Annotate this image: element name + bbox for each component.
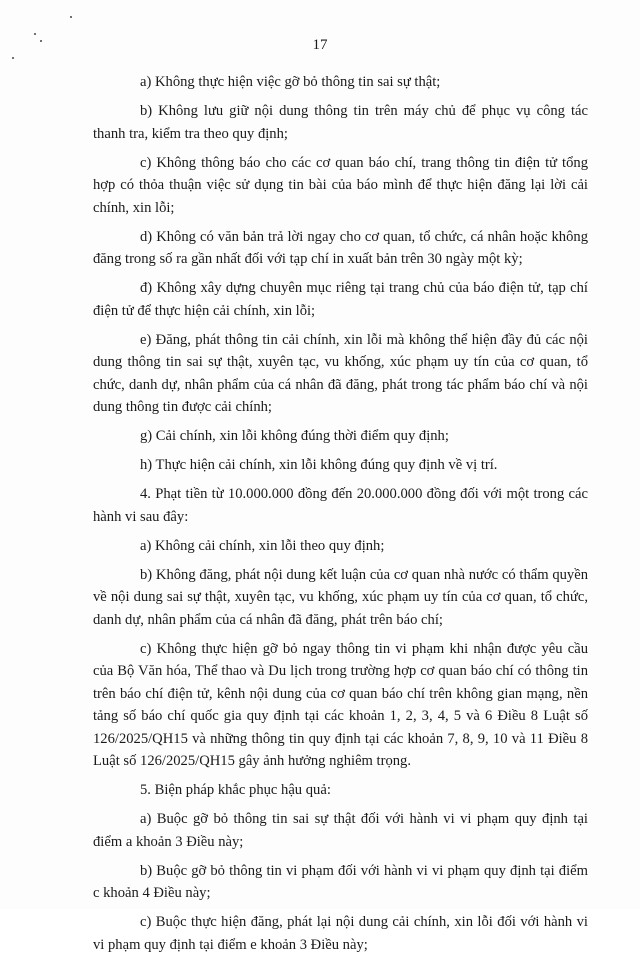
scan-speck xyxy=(12,57,14,59)
paragraph: h) Thực hiện cải chính, xin lỗi không đúng quy định về vị trí. xyxy=(140,457,498,473)
body-text xyxy=(93,71,588,963)
paragraph: d) Không có văn bản trả lời ngay cho cơ quan, tổ chức, cá nhân hoặc không đăng trong số ra gần nhất đối với tạp chí in xuất bản trên 30 ngày một kỳ; xyxy=(93,228,588,267)
paragraph: a) Buộc gỡ bỏ thông tin sai sự thật đối với hành vi vi phạm quy định tại điểm a khoản 3 Điều này; xyxy=(93,811,588,850)
paragraph: đ) Không xây dựng chuyên mục riêng tại trang chủ của báo điện tử, tạp chí điện tử để thực hiện cải chính, xin lỗi; xyxy=(93,280,588,319)
paragraph: 5. Biện pháp khắc phục hậu quả: xyxy=(140,782,331,798)
paragraph: c) Không thực hiện gỡ bỏ ngay thông tin vi phạm khi nhận được yêu cầu của Bộ Văn hóa, Thể thao và Du lịch trong trường hợp cơ quan báo chí có thông tin trên báo chí điện tử, kênh nội dung của cơ quan báo chí trên không gian mạng, nền tảng số báo chí quốc gia quy định tại các khoản 1, 2, 3, 4, 5 và 6 Điều 8 Luật số 126/2025/QH15 và những thông tin quy định tại các khoản 7, 8, 9, 10 và 11 Điều 8 Luật số 126/2025/QH15 gây ảnh hưởng nghiêm trọng. xyxy=(93,640,588,769)
paragraph: b) Buộc gỡ bỏ thông tin vi phạm đối với hành vi vi phạm quy định tại điểm c khoản 4 Điều này; xyxy=(93,862,588,901)
page-number: 17 xyxy=(312,37,328,53)
paragraph: b) Không đăng, phát nội dung kết luận của cơ quan nhà nước có thẩm quyền về nội dung sai sự thật, xuyên tạc, vu khống, xúc phạm uy tín của cơ quan, tổ chức, danh dự, nhân phẩm của cá nhân đã đăng, phát trên báo chí; xyxy=(93,566,588,628)
paragraph: c) Buộc thực hiện đăng, phát lại nội dung cải chính, xin lỗi đối với hành vi vi phạm quy định tại điểm e khoản 3 Điều này; xyxy=(93,914,588,953)
paragraph: c) Không thông báo cho các cơ quan báo chí, trang thông tin điện tử tổng hợp có thỏa thuận việc sử dụng tin bài của báo mình để thực hiện đăng lại lời cải chính, xin lỗi; xyxy=(93,154,588,216)
scan-speck xyxy=(70,16,72,18)
scan-speck xyxy=(34,33,36,35)
paragraph: a) Không thực hiện việc gỡ bỏ thông tin sai sự thật; xyxy=(140,74,441,90)
paragraph: g) Cải chính, xin lỗi không đúng thời điểm quy định; xyxy=(140,428,449,444)
paragraph: b) Không lưu giữ nội dung thông tin trên máy chủ để phục vụ công tác thanh tra, kiểm tra theo quy định; xyxy=(93,103,588,142)
paragraph: a) Không cải chính, xin lỗi theo quy định; xyxy=(140,537,385,554)
paragraph: 4. Phạt tiền từ 10.000.000 đồng đến 20.000.000 đồng đối với một trong các hành vi sau đây: xyxy=(93,486,588,525)
paragraph: e) Đăng, phát thông tin cải chính, xin lỗi mà không thể hiện đầy đủ các nội dung thông tin sai sự thật, xuyên tạc, vu khống, xúc phạm uy tín của cơ quan, tổ chức, danh dự, nhân phẩm của cá nhân đã đăng, phát trong tác phẩm báo chí và nội dung thông tin được cải chính; xyxy=(93,331,588,415)
